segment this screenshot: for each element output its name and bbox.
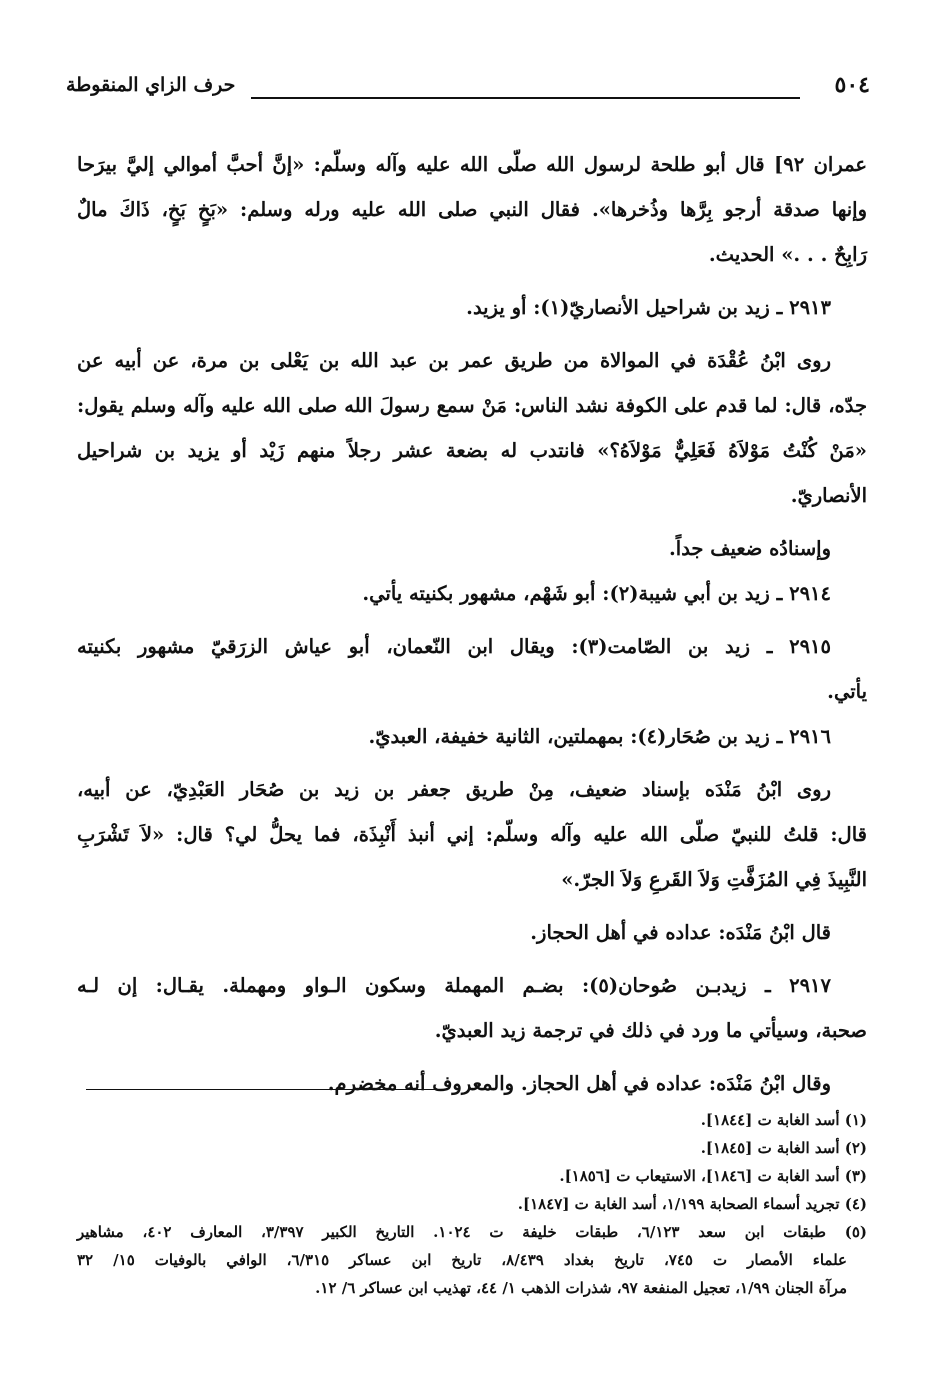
header-rule — [251, 97, 800, 99]
text-line: وقال ابْنُ مَنْدَه: عداده في أهل الحجاز. والمعروف أنه مخضرم. — [327, 1072, 831, 1095]
footnote: (٤) تجريد أسماء الصحابة ١/١٩٩، أسد الغابة ت [١٨٤٧]. — [517, 1195, 867, 1213]
text-line: الأنصاريّ. — [790, 484, 867, 507]
footnote: (٥) طبقات ابن سعد ٦/١٢٣، طبقات خليفة ت ١٠٢٤. التاريخ الكبير ٣/٣٩٧، المعارف ٤٠٢، مشاهير — [77, 1223, 868, 1241]
footnotes — [77, 1106, 867, 1302]
text-line: النَّبِيذَ فِي المُزَفَّتِ وَلاَ القَرعِ وَلاَ الجرّ.» — [561, 868, 867, 891]
text-line: عمران ٩٢] قال أبو طلحة لرسول الله صلّى الله عليه وآله وسلّم: «إنَّ أحبَّ أموالي إليَّ بيرَحا — [77, 153, 867, 176]
footnote: (١) أسد الغابة ت [١٨٤٤]. — [700, 1111, 867, 1129]
entry-heading-2915: ٢٩١٥ ـ زيد بن الصّامت(٣): ويقال ابن النّعمان، أبو عياش الزرَقيّ مشهور بكنيته — [77, 635, 832, 658]
footnote-continuation: علماء الأمصار ت ٧٤٥، تاريخ بغداد ٨/٤٣٩، تاريخ ابن عساكر ٦/٣١٥، الوافي بالوفيات ١٥/ ٣٢ — [77, 1251, 847, 1269]
page-number: ٥٠٤ — [834, 72, 870, 98]
main-text — [77, 142, 867, 1106]
entry-heading-2914: ٢٩١٤ ـ زيد بن أبي شيبة(٢): أبو شَهْم، مشهور بكنيته يأتي. — [362, 582, 831, 605]
entry-heading-2913: ٢٩١٣ ـ زيد بن شراحيل الأنصاريّ(١): أو يزيد. — [466, 296, 831, 319]
text-line: قال ابْنُ مَنْدَه: عداده في أهل الحجاز. — [530, 921, 831, 944]
footnote: (٢) أسد الغابة ت [١٨٤٥]. — [700, 1139, 867, 1157]
footnote: (٣) أسد الغابة ت [١٨٤٦]، الاستيعاب ت [١٨٥٦]. — [559, 1167, 867, 1185]
text-line: يأتي. — [827, 680, 867, 703]
entry-heading-2917: ٢٩١٧ ـ زيدبـن صُوحان(٥): بضـم المهملة وسكون الـواو ومهملة. يقـال: إن لـه — [77, 974, 831, 997]
text-line: جدّه، قال: لما قدم على الكوفة نشد الناس: مَنْ سمع رسولَ الله صلى الله عليه وآله وسلم يقول: — [77, 394, 867, 417]
text-line: وإسنادُه ضعيف جداً. — [668, 537, 831, 560]
text-line: وإنها صدقة أرجو بِرَّها وذُخرها». فقال النبي صلى الله عليه ورله وسلم: «بَخٍ بَخٍ، ذَاكَ مالٌ — [77, 198, 867, 221]
footnote-continuation: مرآة الجنان ١/٩٩، تعجيل المنفعة ٩٧، شذرات الذهب ١/ ٤٤، تهذيب ابن عساكر ٦/ ١٢. — [315, 1279, 847, 1297]
running-header — [66, 72, 870, 112]
text-line: «مَنْ كُنْتُ مَوْلاَهُ فَعَلِيٌّ مَوْلاَهُ؟» فانتدب له بضعة عشر رجلاً منهم زَيْد أو يزيد بن شراحيل — [77, 439, 867, 462]
text-line: رَابِحٌ . . .» الحديث. — [708, 243, 867, 266]
entry-heading-2916: ٢٩١٦ ـ زيد بن صُحَار(٤): بمهملتين، الثانية خفيفة، العبديّ. — [368, 725, 831, 748]
text-line: روى ابْنُ عُقْدَة في الموالاة من طريق عمر بن عبد الله بن يَعْلى بن مرة، عن أبيه عن — [77, 349, 831, 372]
running-title: حرف الزاي المنقوطة — [66, 74, 236, 96]
footnote-rule — [86, 1089, 438, 1090]
text-line: قال: قلتُ للنبيّ صلّى الله عليه وآله وسلّم: إني أنبذ أَنْبِذَة، فما يحلُّ لي؟ قال: «لاَ تَشْرَبِ — [77, 823, 867, 846]
text-line: روى ابْنُ مَنْدَه بإسناد ضعيف، مِنْ طريق جعفر بن زيد بن صُحَار العَبْدِيّ، عن أبيه، — [77, 778, 831, 801]
text-line: صحبة، وسيأتي ما ورد في ذلك في ترجمة زيد العبديّ. — [434, 1019, 867, 1042]
